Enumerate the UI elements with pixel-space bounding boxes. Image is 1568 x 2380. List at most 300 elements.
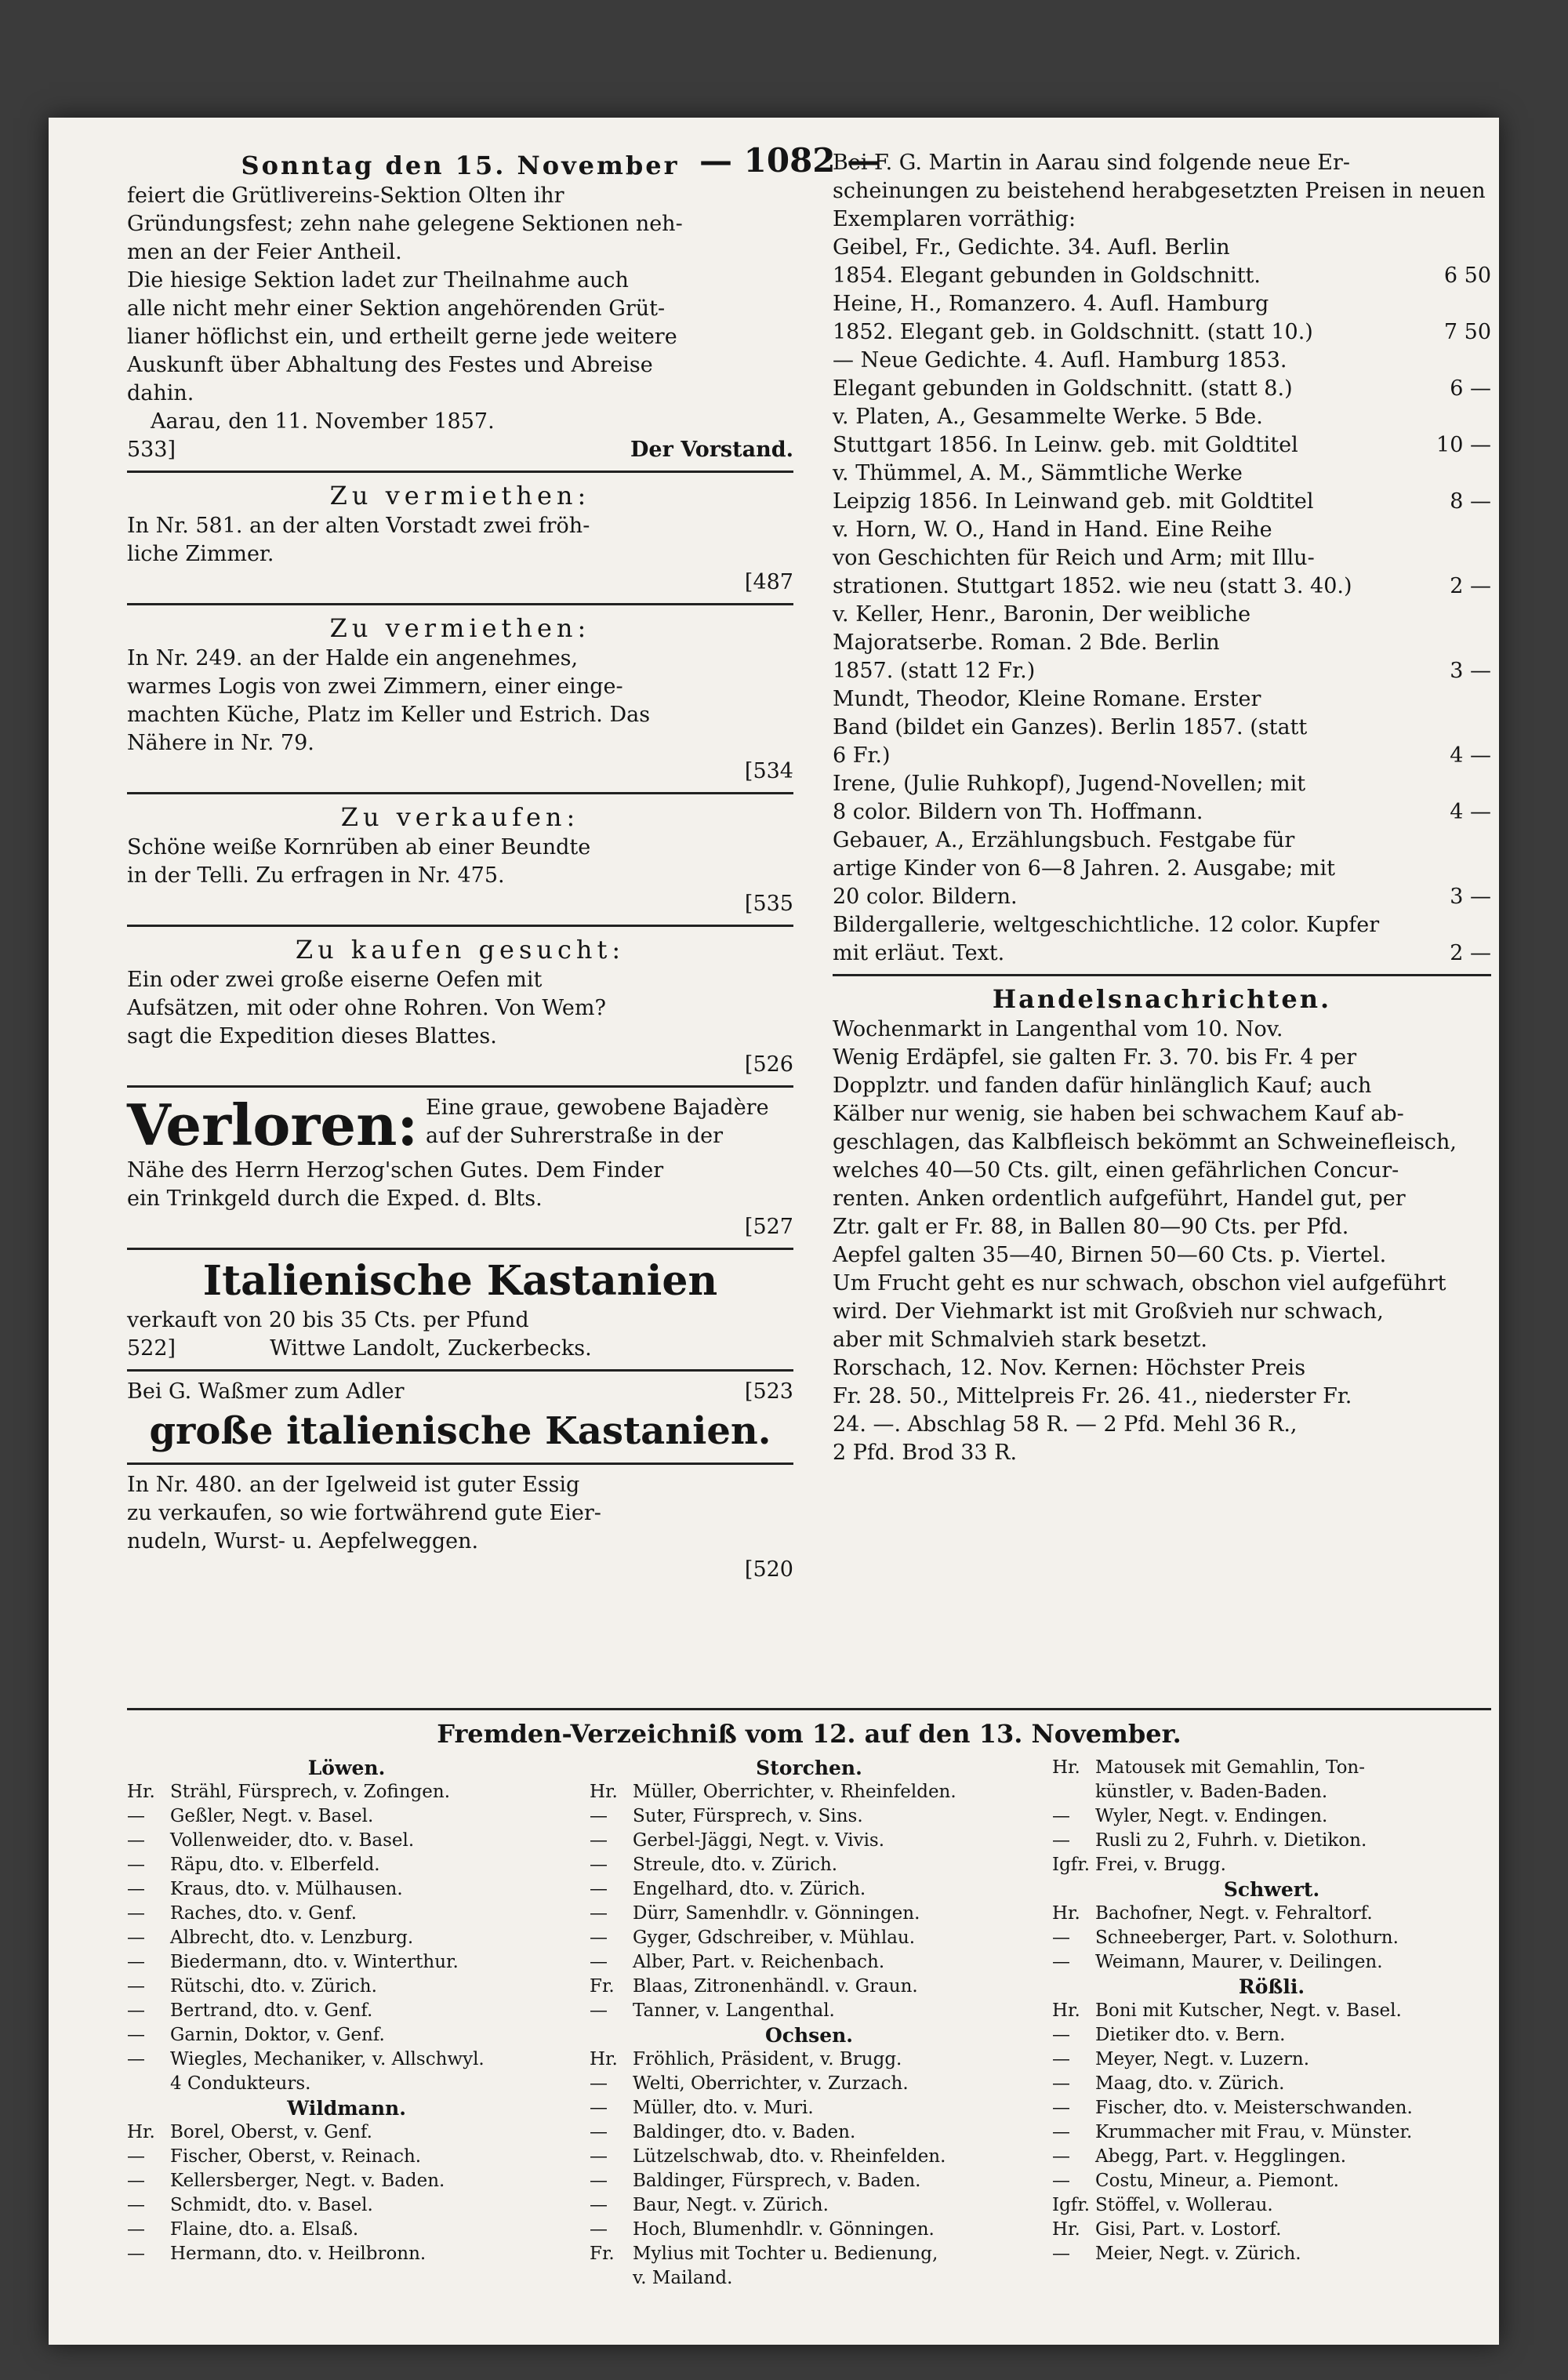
inn-name: Schwert. <box>1223 1878 1320 1901</box>
guest-name: Wyler, Negt. v. Endingen. <box>1095 1806 1328 1826</box>
text-line: feiert die Grütlivereins-Sektion Olten ihr <box>127 183 564 208</box>
book-entry <box>833 234 1491 290</box>
guest-name: Streule, dto. v. Zürich. <box>633 1855 838 1875</box>
guest-prefix: — <box>1052 2049 1070 2069</box>
book-price: 10 — <box>1436 433 1491 457</box>
guest-prefix: — <box>127 2000 145 2021</box>
guest-name: Krummacher mit Frau, v. Münster. <box>1095 2122 1413 2142</box>
ad-number: [520 <box>744 1557 793 1582</box>
guest-name: Stöffel, v. Wollerau. <box>1095 2195 1273 2215</box>
text-line: Die hiesige Sektion ladet zur Theilnahme auch <box>127 268 629 293</box>
guest-entry <box>127 1853 566 1877</box>
guest-prefix: Hr. <box>590 1782 618 1802</box>
guest-name: Abegg, Part. v. Hegglingen. <box>1095 2146 1347 2167</box>
book-line: Bildergallerie, weltgeschichtliche. 12 color. Kupfer <box>833 913 1380 937</box>
guest-entry <box>590 2266 1029 2291</box>
guest-name: Welti, Oberrichter, v. Zurzach. <box>633 2073 909 2094</box>
guest-prefix: — <box>590 2000 608 2021</box>
ad-text <box>127 645 793 758</box>
book-entry <box>833 516 1491 601</box>
guest-entry <box>1052 1804 1491 1829</box>
guest-name: Garnin, Doktor, v. Genf. <box>170 2025 385 2045</box>
book-price: 4 — <box>1450 743 1491 768</box>
ad-number: [523 <box>744 1379 793 1404</box>
guest-entry <box>1052 1950 1491 1975</box>
guest-name: Schmidt, dto. v. Basel. <box>170 2195 373 2215</box>
guest-name: Kraus, dto. v. Mülhausen. <box>170 1879 403 1899</box>
guest-column-1 <box>127 1756 566 2291</box>
guest-name: Vollenweider, dto. v. Basel. <box>170 1830 415 1851</box>
text-line: Auskunft über Abhaltung des Festes und Abreise <box>127 353 653 377</box>
text-line: 24. —. Abschlag 58 R. — 2 Pfd. Mehl 36 R., <box>833 1412 1298 1437</box>
guest-name: Dietiker dto. v. Bern. <box>1095 2025 1286 2045</box>
book-line: 1857. (statt 12 Fr.) <box>833 659 1036 683</box>
book-line: v. Keller, Henr., Baronin, Der weibliche <box>833 602 1251 627</box>
ad-heading: Zu kaufen gesucht: <box>295 935 626 965</box>
guest-name: Rütschi, dto. v. Zürich. <box>170 1976 377 1997</box>
guest-entry <box>590 2193 1029 2218</box>
guest-prefix: — <box>127 1879 145 1899</box>
guest-name: Fischer, Oberst, v. Reinach. <box>170 2146 422 2167</box>
guest-name: Costu, Mineur, a. Piemont. <box>1095 2171 1339 2191</box>
ad-kastanien-landolt <box>127 1256 793 1363</box>
guest-entry <box>127 1804 566 1829</box>
guest-name: Wiegles, Mechaniker, v. Allschwyl. <box>170 2049 485 2069</box>
guest-prefix: — <box>1052 2098 1070 2118</box>
guest-entry <box>590 1780 1029 1804</box>
guest-prefix: — <box>127 1855 145 1875</box>
guest-entry <box>1052 1853 1491 1877</box>
text-line: Schöne weiße Kornrüben ab einer Beundte <box>127 835 591 859</box>
inn-name: Storchen. <box>756 1757 862 1779</box>
ad-signature: Wittwe Landolt, Zuckerbecks. <box>270 1336 592 1361</box>
guest-name: Flaine, dto. a. Elsaß. <box>170 2219 359 2240</box>
text-line: sagt die Expedition dieses Blattes. <box>127 1024 497 1048</box>
inn-name: Rößli. <box>1238 1975 1305 1998</box>
guest-prefix: — <box>1052 2171 1070 2191</box>
text-line: Exemplaren vorräthig: <box>833 207 1076 231</box>
book-entry <box>833 460 1491 516</box>
right-column <box>833 149 1491 1467</box>
guest-entry <box>1052 2048 1491 2072</box>
guest-name: Raches, dto. v. Genf. <box>170 1903 358 1924</box>
guest-prefix: — <box>590 1830 608 1851</box>
guest-entry <box>590 2218 1029 2242</box>
text-line: Gründungsfest; zehn nahe gelegene Sektionen neh- <box>127 212 683 236</box>
book-price: 2 — <box>1450 941 1491 965</box>
guest-entry <box>590 1853 1029 1877</box>
book-line: v. Platen, A., Gesammelte Werke. 5 Bde. <box>833 405 1263 429</box>
guest-prefix: — <box>127 1952 145 1972</box>
book-line: 1854. Elegant gebunden in Goldschnitt. <box>833 263 1261 288</box>
guest-prefix: — <box>127 2244 145 2264</box>
guest-prefix: — <box>127 1830 145 1851</box>
book-entry <box>833 770 1491 827</box>
book-line: v. Thümmel, A. M., Sämmtliche Werke <box>833 461 1243 485</box>
book-line: Leipzig 1856. In Leinwand geb. mit Goldtitel <box>833 489 1314 514</box>
ad-title: große italienische Kastanien. <box>149 1409 771 1453</box>
ad-essig <box>127 1471 793 1584</box>
guest-entry <box>127 2120 566 2145</box>
guest-entry <box>590 2048 1029 2072</box>
guest-entry <box>590 2145 1029 2169</box>
ad-text <box>127 966 793 1051</box>
guest-entry <box>127 2218 566 2242</box>
guest-name: Fröhlich, Präsident, v. Brugg. <box>633 2049 902 2069</box>
guest-prefix: Fr. <box>590 2244 615 2264</box>
book-line: Gebauer, A., Erzählungsbuch. Festgabe für <box>833 828 1295 852</box>
text-line: Aufsätzen, mit oder ohne Rohren. Von Wem? <box>127 996 606 1020</box>
book-line: Irene, (Julie Ruhkopf), Jugend-Novellen; mit <box>833 772 1306 796</box>
guest-name: 4 Condukteurs. <box>170 2073 311 2094</box>
guest-prefix: — <box>127 2219 145 2240</box>
guest-entry <box>1052 2072 1491 2096</box>
guest-prefix: Hr. <box>1052 1757 1080 1778</box>
ad-number: [527 <box>744 1215 793 1239</box>
guest-prefix: — <box>590 1806 608 1826</box>
guest-entry <box>1052 1829 1491 1853</box>
text-line: 2 Pfd. Brod 33 R. <box>833 1441 1018 1465</box>
guest-prefix: — <box>590 2146 608 2167</box>
text-line: In Nr. 581. an der alten Vorstadt zwei fröh- <box>127 514 590 538</box>
guest-column-2 <box>590 1756 1029 2291</box>
text-line: Um Frucht geht es nur schwach, obschon viel aufgeführt <box>833 1271 1446 1295</box>
guest-entry <box>127 1926 566 1950</box>
book-price: 2 — <box>1450 574 1491 598</box>
guest-name: Strähl, Fürsprech, v. Zofingen. <box>170 1782 451 1802</box>
guest-prefix: — <box>590 2195 608 2215</box>
guest-prefix: Hr. <box>1052 2000 1080 2021</box>
guest-name: Borel, Oberst, v. Genf. <box>170 2122 372 2142</box>
guest-name: Dürr, Samenhdlr. v. Gönningen. <box>633 1903 920 1924</box>
guest-register <box>127 1702 1491 2291</box>
book-line: artige Kinder von 6—8 Jahren. 2. Ausgabe; mit <box>833 856 1335 881</box>
book-price: 4 — <box>1450 800 1491 824</box>
book-list <box>833 234 1491 968</box>
guest-name: Weimann, Maurer, v. Deilingen. <box>1095 1952 1383 1972</box>
guest-entry <box>590 1829 1029 1853</box>
ad-signature: Der Vorstand. <box>630 438 793 462</box>
text-line: alle nicht mehr einer Sektion angehörenden Grüt- <box>127 296 666 321</box>
guest-register-heading: Fremden-Verzeichniß vom 12. auf den 13. November. <box>437 1719 1181 1749</box>
book-line: Band (bildet ein Ganzes). Berlin 1857. (statt <box>833 715 1308 739</box>
guest-entry <box>590 2096 1029 2120</box>
ad-text: Bei G. Waßmer zum Adler <box>127 1379 405 1404</box>
ad-text <box>127 834 793 890</box>
text-line: In Nr. 249. an der Halde ein angenehmes, <box>127 646 579 670</box>
guest-name: Maag, dto. v. Zürich. <box>1095 2073 1285 2094</box>
guest-prefix: — <box>127 2171 145 2191</box>
guest-entry <box>127 1975 566 1999</box>
inn-name: Ochsen. <box>764 2024 854 2047</box>
guest-prefix: — <box>590 2219 608 2240</box>
book-entry <box>833 827 1491 911</box>
guest-name: Frei, v. Brugg. <box>1095 1855 1226 1875</box>
guest-prefix: — <box>1052 1952 1070 1972</box>
guest-entry <box>1052 2169 1491 2193</box>
book-price: 7 50 <box>1443 320 1491 344</box>
guest-name: Meyer, Negt. v. Luzern. <box>1095 2049 1310 2069</box>
text-line: geschlagen, das Kalbfleisch bekömmt an Schweinefleisch, <box>833 1130 1457 1154</box>
guest-name: Gisi, Part. v. Lostorf. <box>1095 2219 1282 2240</box>
book-line: Stuttgart 1856. In Leinw. geb. mit Goldtitel <box>833 433 1298 457</box>
text-line: Ztr. galt er Fr. 88, in Ballen 80—90 Cts. per Pfd. <box>833 1215 1349 1239</box>
book-line: Heine, H., Romanzero. 4. Aufl. Hamburg <box>833 292 1269 316</box>
text-line: aber mit Schmalvieh stark besetzt. <box>833 1328 1207 1352</box>
guest-name: Bachofner, Negt. v. Fehraltorf. <box>1095 1903 1373 1924</box>
guest-entry <box>127 1999 566 2023</box>
guest-prefix: — <box>1052 2025 1070 2045</box>
divider <box>127 1369 793 1372</box>
text-line: scheinungen zu beistehend herabgesetzten Preisen in neuen <box>833 179 1486 203</box>
book-entry <box>833 290 1491 347</box>
book-price: 6 50 <box>1443 263 1491 288</box>
guest-prefix: — <box>590 2122 608 2142</box>
divider <box>833 974 1491 976</box>
guest-entry <box>127 1902 566 1926</box>
trade-heading: Handelsnachrichten. <box>992 984 1332 1014</box>
book-entry <box>833 601 1491 685</box>
text-line: Ein oder zwei große eiserne Oefen mit <box>127 968 543 992</box>
text-line: dahin. <box>127 381 194 405</box>
text-line: Aepfel galten 35—40, Birnen 50—60 Cts. p. Viertel. <box>833 1243 1387 1267</box>
ad-date: Aarau, den 11. November 1857. <box>151 409 495 434</box>
text-line: men an der Feier Antheil. <box>127 240 402 264</box>
text-line: in der Telli. Zu erfragen in Nr. 475. <box>127 863 505 888</box>
guest-name: Hermann, dto. v. Heilbronn. <box>170 2244 426 2264</box>
text-line: Kälber nur wenig, sie haben bei schwachem Kauf ab- <box>833 1102 1404 1126</box>
inn-name: Wildmann. <box>287 2097 406 2120</box>
guest-name: Albrecht, dto. v. Lenzburg. <box>170 1928 414 1948</box>
ad-heading: Sonntag den 15. November <box>241 151 680 180</box>
guest-entry <box>1052 2023 1491 2048</box>
guest-entry <box>1052 1926 1491 1950</box>
guest-entry <box>127 2023 566 2048</box>
guest-entry <box>127 1829 566 1853</box>
guest-prefix: — <box>590 2171 608 2191</box>
text-line: Nähere in Nr. 79. <box>127 731 314 755</box>
text-line: Wenig Erdäpfel, sie galten Fr. 3. 70. bis Fr. 4 per <box>833 1045 1357 1070</box>
guest-name: Matousek mit Gemahlin, Ton- <box>1095 1757 1366 1778</box>
ad-number: [487 <box>744 570 793 594</box>
text-line: wird. Der Viehmarkt ist mit Großvieh nur schwach, <box>833 1299 1384 1324</box>
ad-verkaufen-kornrueben <box>127 801 793 918</box>
guest-name: Meier, Negt. v. Zürich. <box>1095 2244 1301 2264</box>
guest-entry <box>1052 2120 1491 2145</box>
guest-name: v. Mailand. <box>633 2268 733 2288</box>
book-price: 3 — <box>1450 659 1491 683</box>
guest-prefix: — <box>590 2073 608 2094</box>
guest-name: Gyger, Gdschreiber, v. Mühlau. <box>633 1928 916 1948</box>
guest-entry <box>1052 1902 1491 1926</box>
divider <box>127 471 793 473</box>
guest-name: Räpu, dto. v. Elberfeld. <box>170 1855 380 1875</box>
guest-entry <box>590 2120 1029 2145</box>
guest-name: Rusli zu 2, Fuhrh. v. Dietikon. <box>1095 1830 1367 1851</box>
book-line: von Geschichten für Reich und Arm; mit Illu- <box>833 546 1315 570</box>
guest-entry <box>590 2072 1029 2096</box>
guest-prefix: — <box>590 2098 608 2118</box>
guest-prefix: — <box>1052 2073 1070 2094</box>
guest-name: Bertrand, dto. v. Genf. <box>170 2000 373 2021</box>
guest-entry <box>127 1950 566 1975</box>
guest-name: künstler, v. Baden-Baden. <box>1095 1782 1328 1802</box>
guest-prefix: — <box>1052 2244 1070 2264</box>
newspaper-page <box>49 118 1499 2345</box>
ad-number: [535 <box>744 892 793 916</box>
book-line: — Neue Gedichte. 4. Aufl. Hamburg 1853. <box>833 348 1287 372</box>
book-entry <box>833 685 1491 770</box>
guest-name: Suter, Fürsprech, v. Sins. <box>633 1806 863 1826</box>
guest-name: Geßler, Negt. v. Basel. <box>170 1806 374 1826</box>
guest-prefix: — <box>590 1928 608 1948</box>
ad-gruetliverein <box>127 149 793 464</box>
trade-news <box>833 1016 1491 1467</box>
guest-entry <box>127 2048 566 2072</box>
book-entry <box>833 403 1491 460</box>
guest-entry <box>1052 1780 1491 1804</box>
guest-name: Alber, Part. v. Reichenbach. <box>633 1952 885 1972</box>
divider <box>127 1463 793 1465</box>
text-line: auf der Suhrerstraße in der <box>426 1124 724 1148</box>
book-price: 3 — <box>1450 885 1491 909</box>
ad-text <box>127 512 793 569</box>
text-line: In Nr. 480. an der Igelweid ist guter Essig <box>127 1473 580 1497</box>
book-line: v. Horn, W. O., Hand in Hand. Eine Reihe <box>833 518 1272 542</box>
guest-entry <box>590 1999 1029 2023</box>
divider <box>127 1085 793 1088</box>
text-line: lianer höflichst ein, und ertheilt gerne jede weitere <box>127 325 677 349</box>
guest-prefix: — <box>590 1855 608 1875</box>
text-line: renten. Anken ordentlich aufgeführt, Handel gut, per <box>833 1186 1406 1211</box>
guest-prefix: — <box>1052 2122 1070 2142</box>
guest-prefix: — <box>127 2025 145 2045</box>
book-price: 6 — <box>1450 376 1491 401</box>
guest-entry <box>590 1877 1029 1902</box>
ad-text <box>127 1471 793 1556</box>
ad-kaufen-oefen <box>127 933 793 1079</box>
ad-vermiethen-249 <box>127 612 793 786</box>
book-entry <box>833 347 1491 403</box>
book-line: 1852. Elegant geb. in Goldschnitt. (statt 10.) <box>833 320 1313 344</box>
text-line: Bei F. G. Martin in Aarau sind folgende neue Er- <box>833 151 1350 175</box>
guest-prefix: — <box>127 2146 145 2167</box>
guest-entry <box>1052 2218 1491 2242</box>
text-line: Wochenmarkt in Langenthal vom 10. Nov. <box>833 1017 1283 1041</box>
left-column <box>127 149 793 1584</box>
guest-prefix: — <box>590 1903 608 1924</box>
text-line: warmes Logis von zwei Zimmern, einer einge- <box>127 674 623 699</box>
guest-name: Fischer, dto. v. Meisterschwanden. <box>1095 2098 1413 2118</box>
guest-column-3 <box>1052 1756 1491 2291</box>
guest-prefix: Hr. <box>1052 1903 1080 1924</box>
ad-text: verkauft von 20 bis 35 Cts. per Pfund <box>127 1308 529 1332</box>
text-line: liche Zimmer. <box>127 542 274 566</box>
book-line: strationen. Stuttgart 1852. wie neu (statt 3. 40.) <box>833 574 1352 598</box>
guest-entry <box>590 2242 1029 2266</box>
guest-entry <box>127 2145 566 2169</box>
book-line: 6 Fr.) <box>833 743 891 768</box>
guest-entry <box>1052 2096 1491 2120</box>
guest-name: Engelhard, dto. v. Zürich. <box>633 1879 866 1899</box>
text-line: machten Küche, Platz im Keller und Estrich. Das <box>127 703 651 727</box>
guest-name: Baur, Negt. v. Zürich. <box>633 2195 829 2215</box>
book-line: mit erläut. Text. <box>833 941 1005 965</box>
divider <box>127 1708 1491 1710</box>
guest-name: Müller, dto. v. Muri. <box>633 2098 814 2118</box>
guest-prefix: — <box>127 1976 145 1997</box>
guest-prefix: Hr. <box>127 1782 155 1802</box>
guest-prefix: Igfr. <box>1052 2195 1091 2215</box>
guest-prefix: — <box>1052 1928 1070 1948</box>
guest-prefix: — <box>1052 1830 1070 1851</box>
text-line: Fr. 28. 50., Mittelpreis Fr. 26. 41., niederster Fr. <box>833 1384 1352 1408</box>
guest-entry <box>127 1780 566 1804</box>
book-line: Mundt, Theodor, Kleine Romane. Erster <box>833 687 1261 711</box>
ad-heading: Zu verkaufen: <box>340 802 580 832</box>
guest-name: Mylius mit Tochter u. Bedienung, <box>633 2244 938 2264</box>
ad-title: Italienische Kastanien <box>202 1257 718 1305</box>
book-line: 20 color. Bildern. <box>833 885 1018 909</box>
guest-prefix: — <box>127 2049 145 2069</box>
book-price: 8 — <box>1450 489 1491 514</box>
ad-heading: Zu vermiethen: <box>329 613 591 643</box>
ad-kastanien-wassmer <box>127 1378 793 1456</box>
guest-entry <box>1052 2145 1491 2169</box>
guest-prefix: Igfr. <box>1052 1855 1091 1875</box>
divider <box>127 792 793 794</box>
guest-entry <box>590 1804 1029 1829</box>
text-line: Eine graue, gewobene Bajadère <box>426 1096 769 1120</box>
guest-name: Kellersberger, Negt. v. Baden. <box>170 2171 445 2191</box>
bookseller-intro <box>833 149 1491 234</box>
ad-vermiethen-581 <box>127 479 793 597</box>
ad-verloren <box>127 1094 793 1241</box>
guest-entry <box>127 2193 566 2218</box>
guest-name: Boni mit Kutscher, Negt. v. Basel. <box>1095 2000 1402 2021</box>
guest-prefix: — <box>127 1903 145 1924</box>
book-line: Geibel, Fr., Gedichte. 34. Aufl. Berlin <box>833 235 1230 260</box>
text-line: zu verkaufen, so wie fortwährend gute Eier- <box>127 1501 601 1525</box>
guest-entry <box>590 1950 1029 1975</box>
guest-name: Müller, Oberrichter, v. Rheinfelden. <box>633 1782 956 1802</box>
guest-entry <box>590 1902 1029 1926</box>
ad-text <box>127 182 793 408</box>
guest-entry <box>590 1975 1029 1999</box>
ad-heading: Zu vermiethen: <box>329 481 591 511</box>
guest-name: Hoch, Blumenhdlr. v. Gönningen. <box>633 2219 935 2240</box>
guest-name: Gerbel-Jäggi, Negt. v. Vivis. <box>633 1830 885 1851</box>
inn-name: Löwen. <box>307 1757 386 1779</box>
guest-prefix: — <box>590 1952 608 1972</box>
guest-name: Blaas, Zitronenhändl. v. Graun. <box>633 1976 918 1997</box>
guest-prefix: Hr. <box>1052 2219 1080 2240</box>
guest-prefix: — <box>127 2195 145 2215</box>
guest-name: Schneeberger, Part. v. Solothurn. <box>1095 1928 1399 1948</box>
guest-name: Lützelschwab, dto. v. Rheinfelden. <box>633 2146 946 2167</box>
guest-prefix: — <box>127 1928 145 1948</box>
guest-entry <box>590 1926 1029 1950</box>
guest-prefix: — <box>1052 1806 1070 1826</box>
ad-number: [534 <box>744 759 793 783</box>
guest-name: Baldinger, Fürsprech, v. Baden. <box>633 2171 921 2191</box>
divider <box>127 1248 793 1250</box>
guest-entry <box>1052 1756 1491 1780</box>
text-line: welches 40—50 Cts. gilt, einen gefährlichen Concur- <box>833 1158 1399 1183</box>
text-line: ein Trinkgeld durch die Exped. d. Blts. <box>127 1186 543 1211</box>
divider <box>127 925 793 927</box>
book-line: Majoratserbe. Roman. 2 Bde. Berlin <box>833 630 1220 655</box>
